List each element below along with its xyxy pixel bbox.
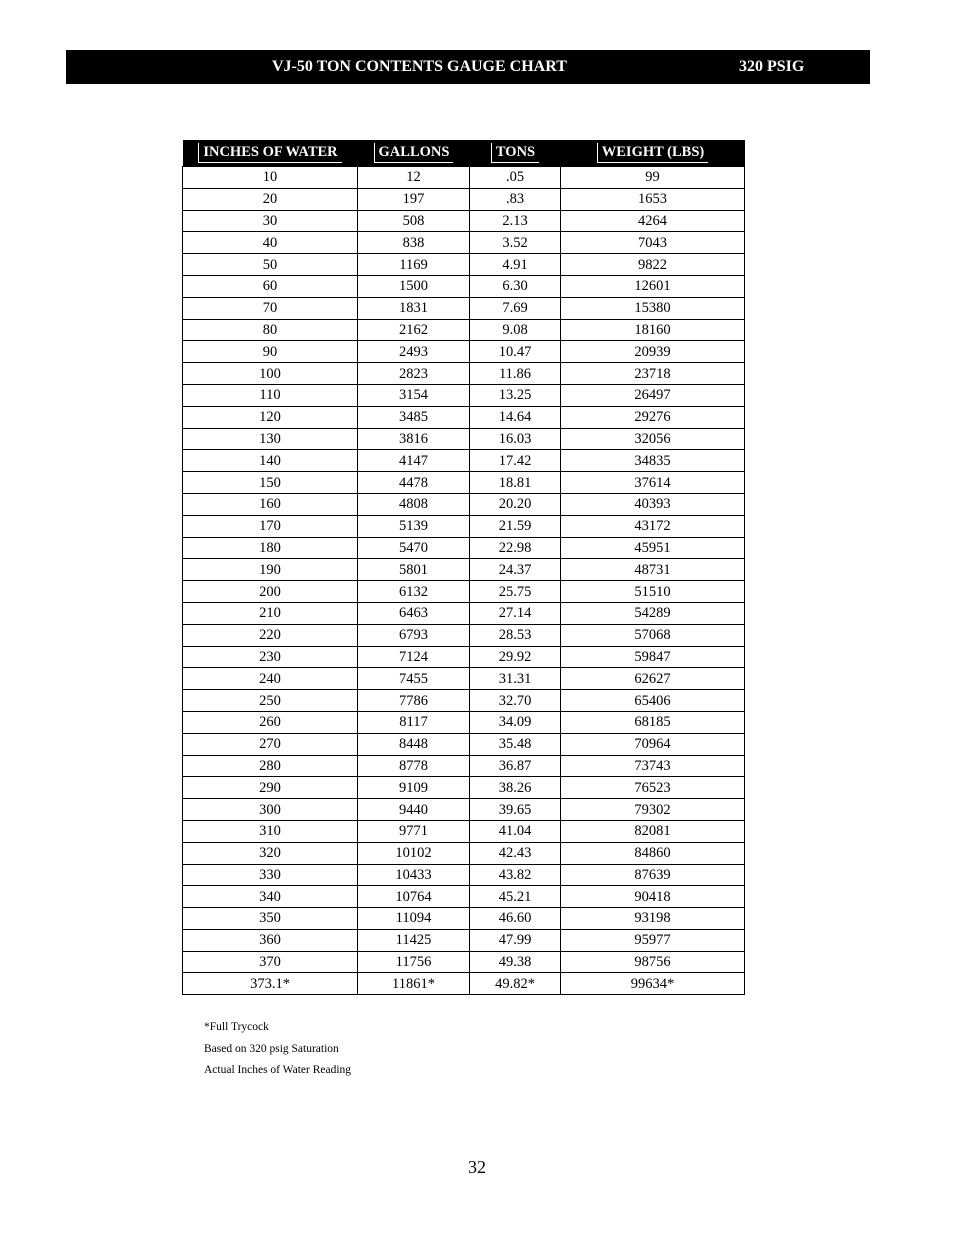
weight-cell: 45951 bbox=[561, 537, 745, 559]
page-number: 32 bbox=[468, 1157, 486, 1177]
gallons-cell: 4478 bbox=[358, 472, 470, 494]
weight-cell: 20939 bbox=[561, 341, 745, 363]
inches-cell: 190 bbox=[183, 559, 358, 581]
inches-cell: 210 bbox=[183, 602, 358, 624]
gallons-cell: 11756 bbox=[358, 951, 470, 973]
inches-cell: 350 bbox=[183, 908, 358, 930]
table-row bbox=[183, 690, 745, 712]
table-row bbox=[183, 559, 745, 581]
table-row bbox=[183, 472, 745, 494]
gallons-cell: 8117 bbox=[358, 711, 470, 733]
tons-cell: .05 bbox=[470, 167, 561, 189]
table-row bbox=[183, 275, 745, 297]
inches-cell: 60 bbox=[183, 275, 358, 297]
inches-cell: 20 bbox=[183, 188, 358, 210]
weight-cell: 12601 bbox=[561, 275, 745, 297]
inches-cell: 120 bbox=[183, 406, 358, 428]
inches-cell: 300 bbox=[183, 799, 358, 821]
inches-cell: 130 bbox=[183, 428, 358, 450]
table-row bbox=[183, 319, 745, 341]
gallons-cell: 5470 bbox=[358, 537, 470, 559]
tons-cell: .83 bbox=[470, 188, 561, 210]
weight-cell: 99634* bbox=[561, 973, 745, 995]
weight-cell: 34835 bbox=[561, 450, 745, 472]
gallons-cell: 1169 bbox=[358, 254, 470, 276]
table-row bbox=[183, 886, 745, 908]
inches-cell: 360 bbox=[183, 929, 358, 951]
tons-cell: 17.42 bbox=[470, 450, 561, 472]
weight-cell: 70964 bbox=[561, 733, 745, 755]
inches-cell: 200 bbox=[183, 581, 358, 603]
tons-cell: 24.37 bbox=[470, 559, 561, 581]
gauge-chart-table bbox=[182, 140, 745, 995]
gallons-cell: 10102 bbox=[358, 842, 470, 864]
gallons-cell: 3816 bbox=[358, 428, 470, 450]
tons-cell: 38.26 bbox=[470, 777, 561, 799]
weight-cell: 87639 bbox=[561, 864, 745, 886]
inches-cell: 100 bbox=[183, 363, 358, 385]
gallons-cell: 7786 bbox=[358, 690, 470, 712]
gallons-cell: 12 bbox=[358, 167, 470, 189]
tons-cell: 27.14 bbox=[470, 602, 561, 624]
weight-cell: 57068 bbox=[561, 624, 745, 646]
table-row bbox=[183, 254, 745, 276]
tons-cell: 22.98 bbox=[470, 537, 561, 559]
weight-cell: 98756 bbox=[561, 951, 745, 973]
weight-cell: 90418 bbox=[561, 886, 745, 908]
weight-cell: 40393 bbox=[561, 493, 745, 515]
tons-cell: 46.60 bbox=[470, 908, 561, 930]
weight-cell: 73743 bbox=[561, 755, 745, 777]
weight-cell: 9822 bbox=[561, 254, 745, 276]
tons-cell: 39.65 bbox=[470, 799, 561, 821]
footnote-trycock: *Full Trycock bbox=[204, 1021, 269, 1033]
tons-cell: 41.04 bbox=[470, 820, 561, 842]
pressure-label: 320 PSIG bbox=[739, 58, 805, 75]
tons-cell: 16.03 bbox=[470, 428, 561, 450]
weight-cell: 37614 bbox=[561, 472, 745, 494]
footnote-reading: Actual Inches of Water Reading bbox=[204, 1064, 352, 1076]
tons-cell: 25.75 bbox=[470, 581, 561, 603]
inches-cell: 330 bbox=[183, 864, 358, 886]
table-row bbox=[183, 210, 745, 232]
tons-cell: 9.08 bbox=[470, 319, 561, 341]
inches-cell: 373.1* bbox=[183, 973, 358, 995]
gallons-cell: 838 bbox=[358, 232, 470, 254]
tons-cell: 49.82* bbox=[470, 973, 561, 995]
inches-cell: 290 bbox=[183, 777, 358, 799]
table-row bbox=[183, 341, 745, 363]
tons-cell: 4.91 bbox=[470, 254, 561, 276]
weight-cell: 1653 bbox=[561, 188, 745, 210]
tons-cell: 21.59 bbox=[470, 515, 561, 537]
inches-cell: 50 bbox=[183, 254, 358, 276]
footnote-saturation: Based on 320 psig Saturation bbox=[204, 1042, 339, 1055]
weight-cell: 68185 bbox=[561, 711, 745, 733]
inches-cell: 230 bbox=[183, 646, 358, 668]
weight-cell: 54289 bbox=[561, 602, 745, 624]
inches-cell: 240 bbox=[183, 668, 358, 690]
weight-cell: 82081 bbox=[561, 820, 745, 842]
gallons-cell: 2493 bbox=[358, 341, 470, 363]
weight-cell: 93198 bbox=[561, 908, 745, 930]
tons-cell: 14.64 bbox=[470, 406, 561, 428]
table-row bbox=[183, 908, 745, 930]
column-header-weight: WEIGHT (LBS) bbox=[561, 140, 745, 167]
gallons-cell: 10433 bbox=[358, 864, 470, 886]
tons-cell: 32.70 bbox=[470, 690, 561, 712]
table-row bbox=[183, 799, 745, 821]
table-row bbox=[183, 711, 745, 733]
table-row bbox=[183, 755, 745, 777]
weight-cell: 15380 bbox=[561, 297, 745, 319]
tons-cell: 29.92 bbox=[470, 646, 561, 668]
footnotes bbox=[204, 1017, 351, 1082]
gallons-cell: 6463 bbox=[358, 602, 470, 624]
column-header-tons: TONS bbox=[470, 140, 561, 167]
gallons-cell: 8778 bbox=[358, 755, 470, 777]
inches-cell: 260 bbox=[183, 711, 358, 733]
gallons-cell: 4147 bbox=[358, 450, 470, 472]
table-row bbox=[183, 581, 745, 603]
table-row bbox=[183, 864, 745, 886]
gallons-cell: 5801 bbox=[358, 559, 470, 581]
table-row bbox=[183, 820, 745, 842]
tons-cell: 31.31 bbox=[470, 668, 561, 690]
tons-cell: 45.21 bbox=[470, 886, 561, 908]
inches-cell: 370 bbox=[183, 951, 358, 973]
tons-cell: 3.52 bbox=[470, 232, 561, 254]
gallons-cell: 1831 bbox=[358, 297, 470, 319]
weight-cell: 84860 bbox=[561, 842, 745, 864]
inches-cell: 280 bbox=[183, 755, 358, 777]
table-body bbox=[183, 167, 745, 995]
weight-cell: 26497 bbox=[561, 384, 745, 406]
tons-cell: 11.86 bbox=[470, 363, 561, 385]
tons-cell: 34.09 bbox=[470, 711, 561, 733]
weight-cell: 7043 bbox=[561, 232, 745, 254]
tons-cell: 47.99 bbox=[470, 929, 561, 951]
inches-cell: 320 bbox=[183, 842, 358, 864]
table-row bbox=[183, 450, 745, 472]
weight-cell: 65406 bbox=[561, 690, 745, 712]
gallons-cell: 2162 bbox=[358, 319, 470, 341]
table-row bbox=[183, 406, 745, 428]
gallons-cell: 10764 bbox=[358, 886, 470, 908]
tons-cell: 6.30 bbox=[470, 275, 561, 297]
tons-cell: 43.82 bbox=[470, 864, 561, 886]
table-row bbox=[183, 428, 745, 450]
weight-cell: 23718 bbox=[561, 363, 745, 385]
table-row bbox=[183, 297, 745, 319]
inches-cell: 150 bbox=[183, 472, 358, 494]
inches-cell: 160 bbox=[183, 493, 358, 515]
weight-cell: 18160 bbox=[561, 319, 745, 341]
table-row bbox=[183, 777, 745, 799]
tons-cell: 20.20 bbox=[470, 493, 561, 515]
inches-cell: 40 bbox=[183, 232, 358, 254]
table-row bbox=[183, 602, 745, 624]
gallons-cell: 9771 bbox=[358, 820, 470, 842]
table-header-row bbox=[183, 140, 745, 167]
table-row bbox=[183, 733, 745, 755]
weight-cell: 95977 bbox=[561, 929, 745, 951]
weight-cell: 59847 bbox=[561, 646, 745, 668]
table-row bbox=[183, 363, 745, 385]
inches-cell: 250 bbox=[183, 690, 358, 712]
table-row bbox=[183, 537, 745, 559]
inches-cell: 80 bbox=[183, 319, 358, 341]
tons-cell: 49.38 bbox=[470, 951, 561, 973]
gallons-cell: 9109 bbox=[358, 777, 470, 799]
weight-cell: 32056 bbox=[561, 428, 745, 450]
table-row bbox=[183, 668, 745, 690]
inches-cell: 220 bbox=[183, 624, 358, 646]
gallons-cell: 7124 bbox=[358, 646, 470, 668]
tons-cell: 10.47 bbox=[470, 341, 561, 363]
gallons-cell: 4808 bbox=[358, 493, 470, 515]
table-row bbox=[183, 951, 745, 973]
column-header-gallons: GALLONS bbox=[358, 140, 470, 167]
gallons-cell: 508 bbox=[358, 210, 470, 232]
gallons-cell: 2823 bbox=[358, 363, 470, 385]
table-row bbox=[183, 842, 745, 864]
page-header bbox=[66, 50, 870, 84]
page-title: VJ-50 TON CONTENTS GAUGE CHART bbox=[272, 58, 567, 75]
gallons-cell: 9440 bbox=[358, 799, 470, 821]
inches-cell: 170 bbox=[183, 515, 358, 537]
table-row bbox=[183, 929, 745, 951]
table-row bbox=[183, 973, 745, 995]
column-header-inches: INCHES OF WATER bbox=[183, 140, 358, 167]
gallons-cell: 1500 bbox=[358, 275, 470, 297]
gallons-cell: 6793 bbox=[358, 624, 470, 646]
gallons-cell: 11425 bbox=[358, 929, 470, 951]
weight-cell: 76523 bbox=[561, 777, 745, 799]
tons-cell: 35.48 bbox=[470, 733, 561, 755]
gallons-cell: 8448 bbox=[358, 733, 470, 755]
gallons-cell: 197 bbox=[358, 188, 470, 210]
gallons-cell: 7455 bbox=[358, 668, 470, 690]
gallons-cell: 3485 bbox=[358, 406, 470, 428]
inches-cell: 340 bbox=[183, 886, 358, 908]
table-row bbox=[183, 167, 745, 189]
inches-cell: 310 bbox=[183, 820, 358, 842]
tons-cell: 7.69 bbox=[470, 297, 561, 319]
weight-cell: 48731 bbox=[561, 559, 745, 581]
gallons-cell: 3154 bbox=[358, 384, 470, 406]
tons-cell: 28.53 bbox=[470, 624, 561, 646]
weight-cell: 4264 bbox=[561, 210, 745, 232]
inches-cell: 140 bbox=[183, 450, 358, 472]
tons-cell: 36.87 bbox=[470, 755, 561, 777]
table-row bbox=[183, 232, 745, 254]
inches-cell: 110 bbox=[183, 384, 358, 406]
tons-cell: 2.13 bbox=[470, 210, 561, 232]
table-row bbox=[183, 624, 745, 646]
inches-cell: 10 bbox=[183, 167, 358, 189]
weight-cell: 51510 bbox=[561, 581, 745, 603]
inches-cell: 180 bbox=[183, 537, 358, 559]
weight-cell: 99 bbox=[561, 167, 745, 189]
table-row bbox=[183, 188, 745, 210]
table-row bbox=[183, 646, 745, 668]
gallons-cell: 11861* bbox=[358, 973, 470, 995]
weight-cell: 62627 bbox=[561, 668, 745, 690]
table-row bbox=[183, 384, 745, 406]
tons-cell: 13.25 bbox=[470, 384, 561, 406]
tons-cell: 42.43 bbox=[470, 842, 561, 864]
inches-cell: 90 bbox=[183, 341, 358, 363]
gallons-cell: 11094 bbox=[358, 908, 470, 930]
inches-cell: 30 bbox=[183, 210, 358, 232]
gallons-cell: 6132 bbox=[358, 581, 470, 603]
table-row bbox=[183, 493, 745, 515]
tons-cell: 18.81 bbox=[470, 472, 561, 494]
weight-cell: 79302 bbox=[561, 799, 745, 821]
inches-cell: 270 bbox=[183, 733, 358, 755]
gallons-cell: 5139 bbox=[358, 515, 470, 537]
weight-cell: 43172 bbox=[561, 515, 745, 537]
inches-cell: 70 bbox=[183, 297, 358, 319]
weight-cell: 29276 bbox=[561, 406, 745, 428]
table-row bbox=[183, 515, 745, 537]
